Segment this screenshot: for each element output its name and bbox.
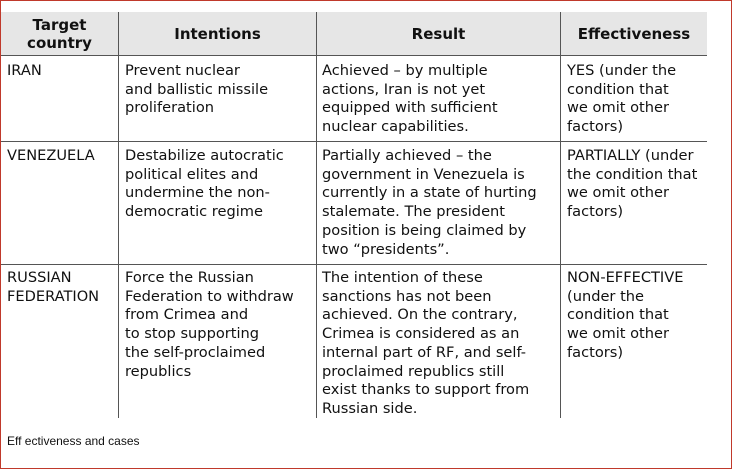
table-cell-country: IRAN [7,62,42,79]
row-divider [1,141,707,142]
table-cell-country: VENEZUELA [7,147,95,164]
header-target-country: Target country [27,15,92,52]
table-cell-result: Achieved – by multiple actions, Iran is not yet equipped with sufficient nuclear capabilities. [322,62,498,136]
column-divider [316,12,317,418]
table-cell-intentions: Prevent nuclear and ballistic missile proliferation [125,62,269,117]
table-cell-result: Partially achieved – the government in Venezuela is currently in a state of hurting stalemate. The president position is being claimed by two “presidents”. [322,147,537,258]
table-cell-effectiveness: YES (under the condition that we omit other factors) [567,62,677,136]
figure-caption: Eff ectiveness and cases [7,434,140,448]
table-cell-effectiveness: NON-EFFECTIVE (under the condition that we omit other factors) [567,269,684,361]
table-cell-effectiveness: PARTIALLY (under the condition that we omit other factors) [567,147,698,221]
column-divider [118,12,119,418]
table-cell-intentions: Destabilize autocratic political elites and undermine the non- democratic regime [125,147,284,221]
table-cell-country: RUSSIAN FEDERATION [7,269,100,305]
header-intentions: Intentions [174,24,261,43]
column-divider [560,12,561,418]
header-effectiveness: Effectiveness [577,24,691,43]
table-header-row [1,12,707,55]
header-result: Result [411,24,466,43]
row-divider [1,55,707,56]
table-cell-intentions: Force the Russian Federation to withdraw from Crimea and to stop supporting the self-proclaimed republics [125,269,294,380]
table-cell-result: The intention of these sanctions has not been achieved. On the contrary, Crimea is considered as an internal part of RF, and self- proclaimed republics still exist thanks to support from Russian side. [322,269,530,417]
row-divider [1,264,707,265]
sanctions-effectiveness-table [1,12,707,418]
